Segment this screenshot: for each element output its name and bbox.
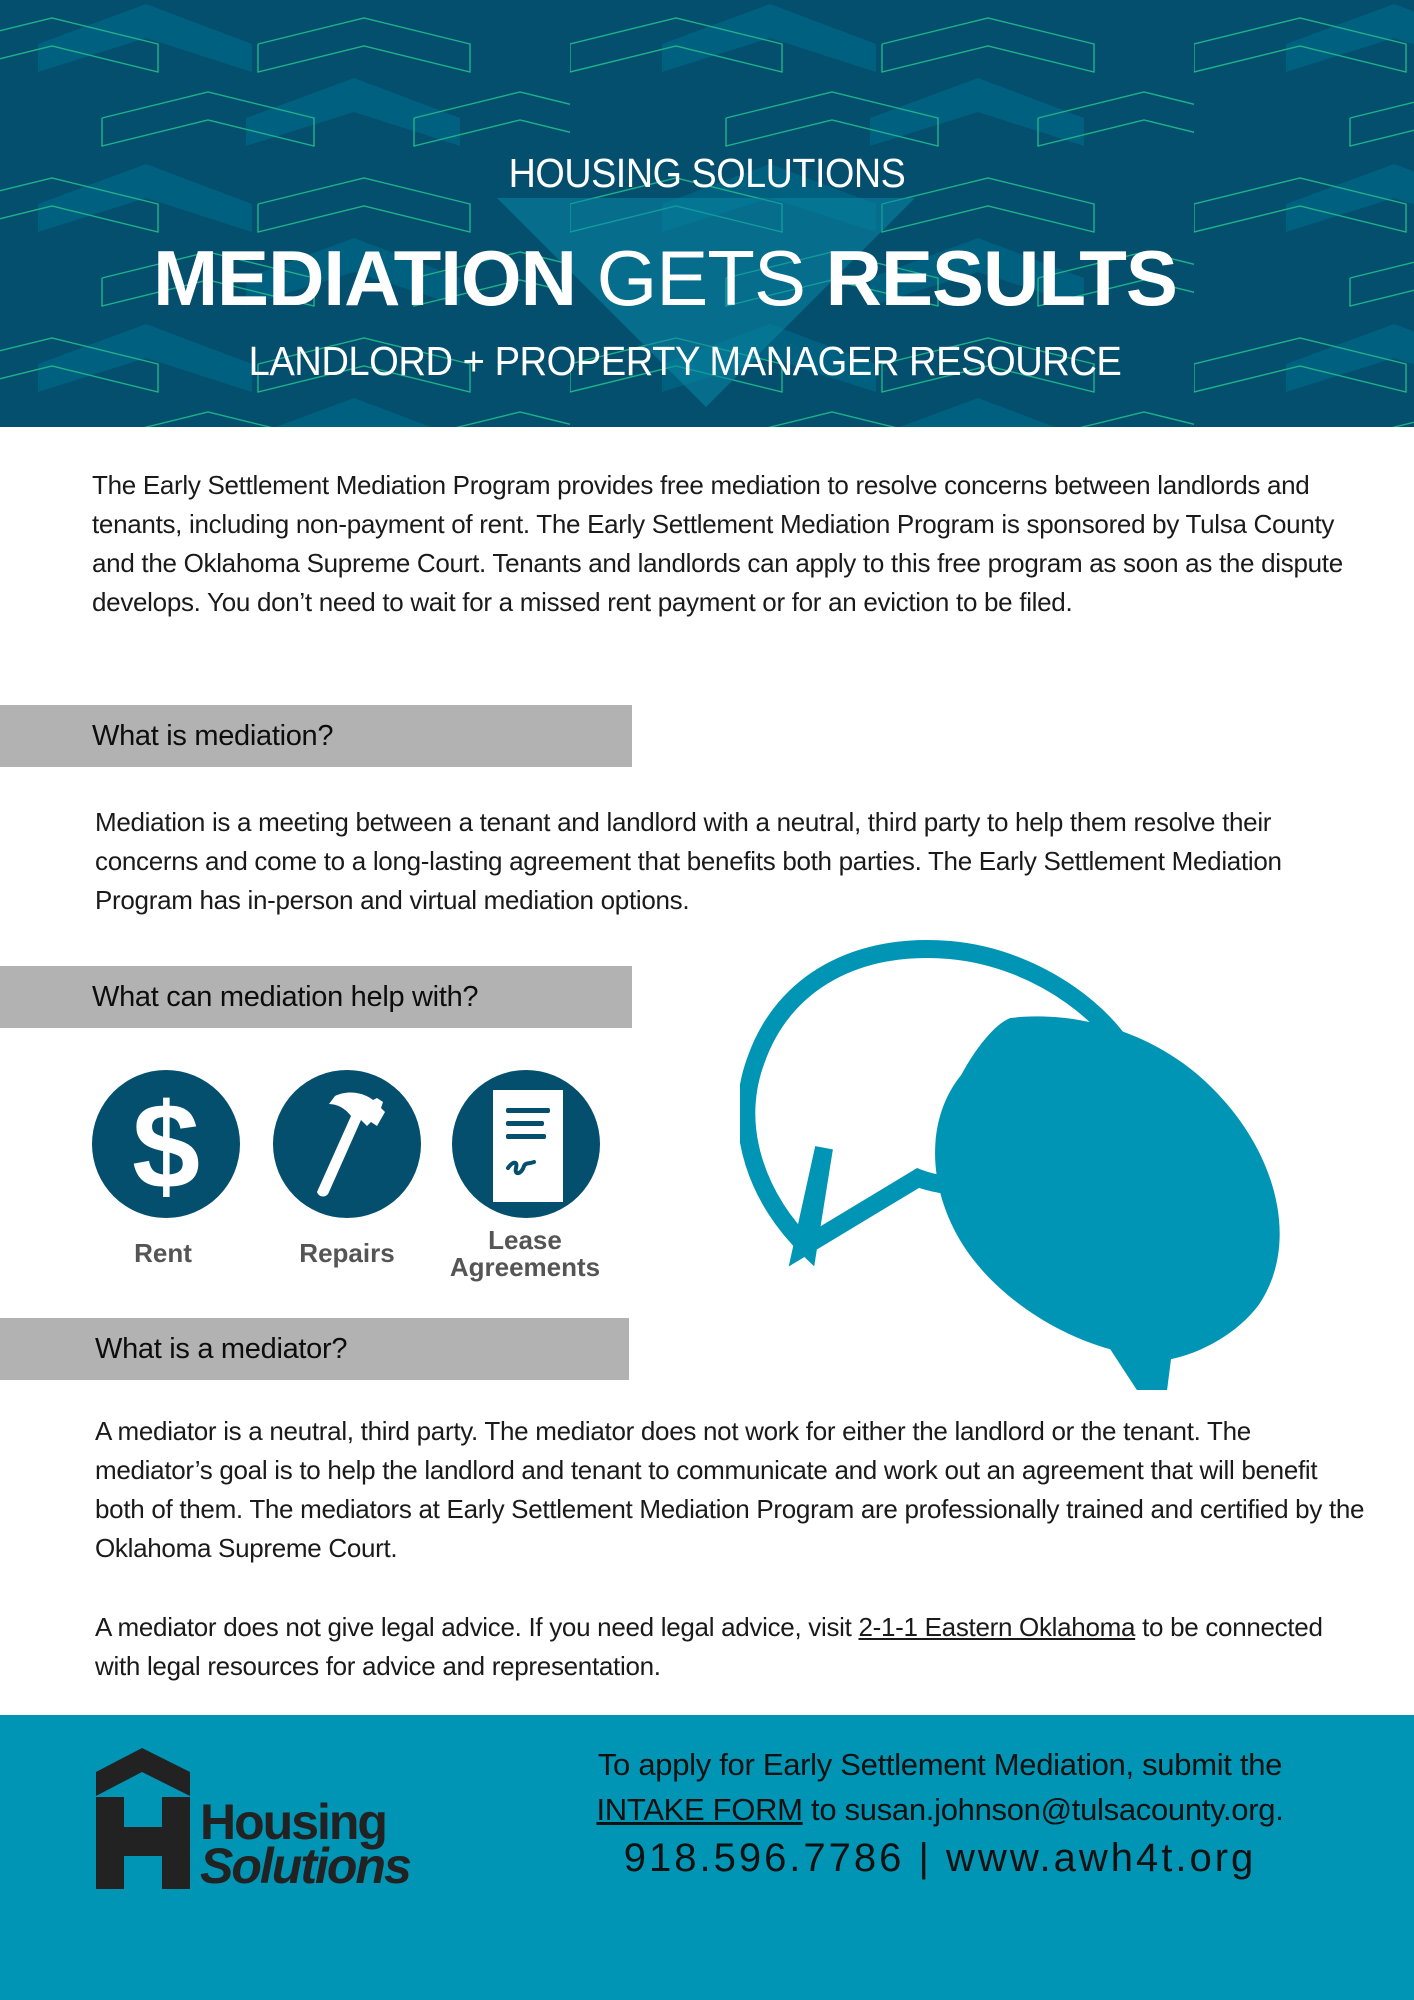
repairs-label: Repairs (299, 1238, 395, 1268)
website-link[interactable]: www.awh4t.org (946, 1836, 1257, 1880)
title-light-gets: GETS (596, 234, 805, 322)
document-signature-icon (452, 1070, 600, 1218)
lease-icon-circle (452, 1070, 600, 1218)
logo-line-housing: Housing (200, 1794, 386, 1850)
phone-number: 918.596.7786 (623, 1836, 905, 1880)
hammer-icon (273, 1070, 421, 1218)
header-subtitle: LANDLORD + PROPERTY MANAGER RESOURCE (248, 338, 1122, 384)
page-title (0, 232, 1330, 324)
logo-line-solutions: Solutions (200, 1838, 410, 1894)
cta-email-text: to susan.johnson@tulsacounty.org. (802, 1792, 1284, 1827)
cta-line1: To apply for Early Settlement Mediation, submit the (597, 1747, 1283, 1782)
section-heading-what-is-mediator (0, 1318, 629, 1380)
legal-advice-paragraph (95, 1608, 1365, 1686)
section-heading-help-with (0, 966, 632, 1028)
contact-line (560, 1836, 1320, 1881)
section-heading-label: What is mediation? (92, 720, 334, 752)
header-kicker: HOUSING SOLUTIONS (508, 150, 906, 196)
section-heading-what-is-mediation (0, 705, 632, 767)
mediator-description: A mediator is a neutral, third party. The mediator does not work for either the landlord or the tenant. The mediator’s goal is to help the landlord and tenant to communicate and work out an agreement that will benefit both of them. The mediators at Early Settlement Mediation Program are professionally trained and certified by the Oklahoma Supreme Court. (95, 1416, 1365, 1563)
svg-text:$: $ (132, 1078, 200, 1214)
cta-line2 (560, 1787, 1320, 1832)
apply-instructions (560, 1742, 1320, 1832)
legal-text-before: A mediator does not give legal advice. If you need legal advice, visit (95, 1612, 859, 1642)
title-bold-results: RESULTS (825, 234, 1177, 322)
mediation-description: Mediation is a meeting between a tenant and landlord with a neutral, third party to help them resolve their concerns and come to a long-lasting agreement that benefits both parties. The Early Settlement Mediation Program has in-person and virtual mediation options. (95, 807, 1282, 915)
rent-icon-circle (92, 1070, 240, 1218)
contact-separator: | (918, 1836, 932, 1880)
section-heading-label: What is a mediator? (95, 1333, 348, 1365)
legal-text-after: to be connected with legal resources for advice and representation. (95, 1612, 1323, 1681)
speech-bubbles-icon (740, 930, 1340, 1390)
intro-paragraph: The Early Settlement Mediation Program provides free mediation to resolve concerns between landlords and tenants, including non-payment of rent. The Early Settlement Mediation Program is sponsored by Tulsa County and the Oklahoma Supreme Court. Tenants and landlords can apply to this free program as soon as the dispute develops. You don’t need to wait for a missed rent payment or for an eviction to be filed. (92, 470, 1343, 617)
title-bold-mediation: MEDIATION (153, 234, 576, 322)
header-banner (0, 0, 1414, 427)
lease-label-line2: Agreements (449, 1252, 601, 1282)
section-heading-label: What can mediation help with? (92, 981, 479, 1013)
logo-wordmark (200, 1794, 410, 1894)
dollar-icon (92, 1070, 240, 1218)
lease-label-line1: Lease (488, 1225, 562, 1255)
housing-solutions-logo-icon (88, 1748, 198, 1893)
intake-form-link[interactable]: INTAKE FORM (596, 1792, 803, 1827)
eastern-oklahoma-211-link[interactable]: 2-1-1 Eastern Oklahoma (858, 1612, 1136, 1642)
lease-agreements-label (425, 1227, 625, 1281)
rent-label: Rent (134, 1238, 192, 1268)
repairs-icon-circle (273, 1070, 421, 1218)
